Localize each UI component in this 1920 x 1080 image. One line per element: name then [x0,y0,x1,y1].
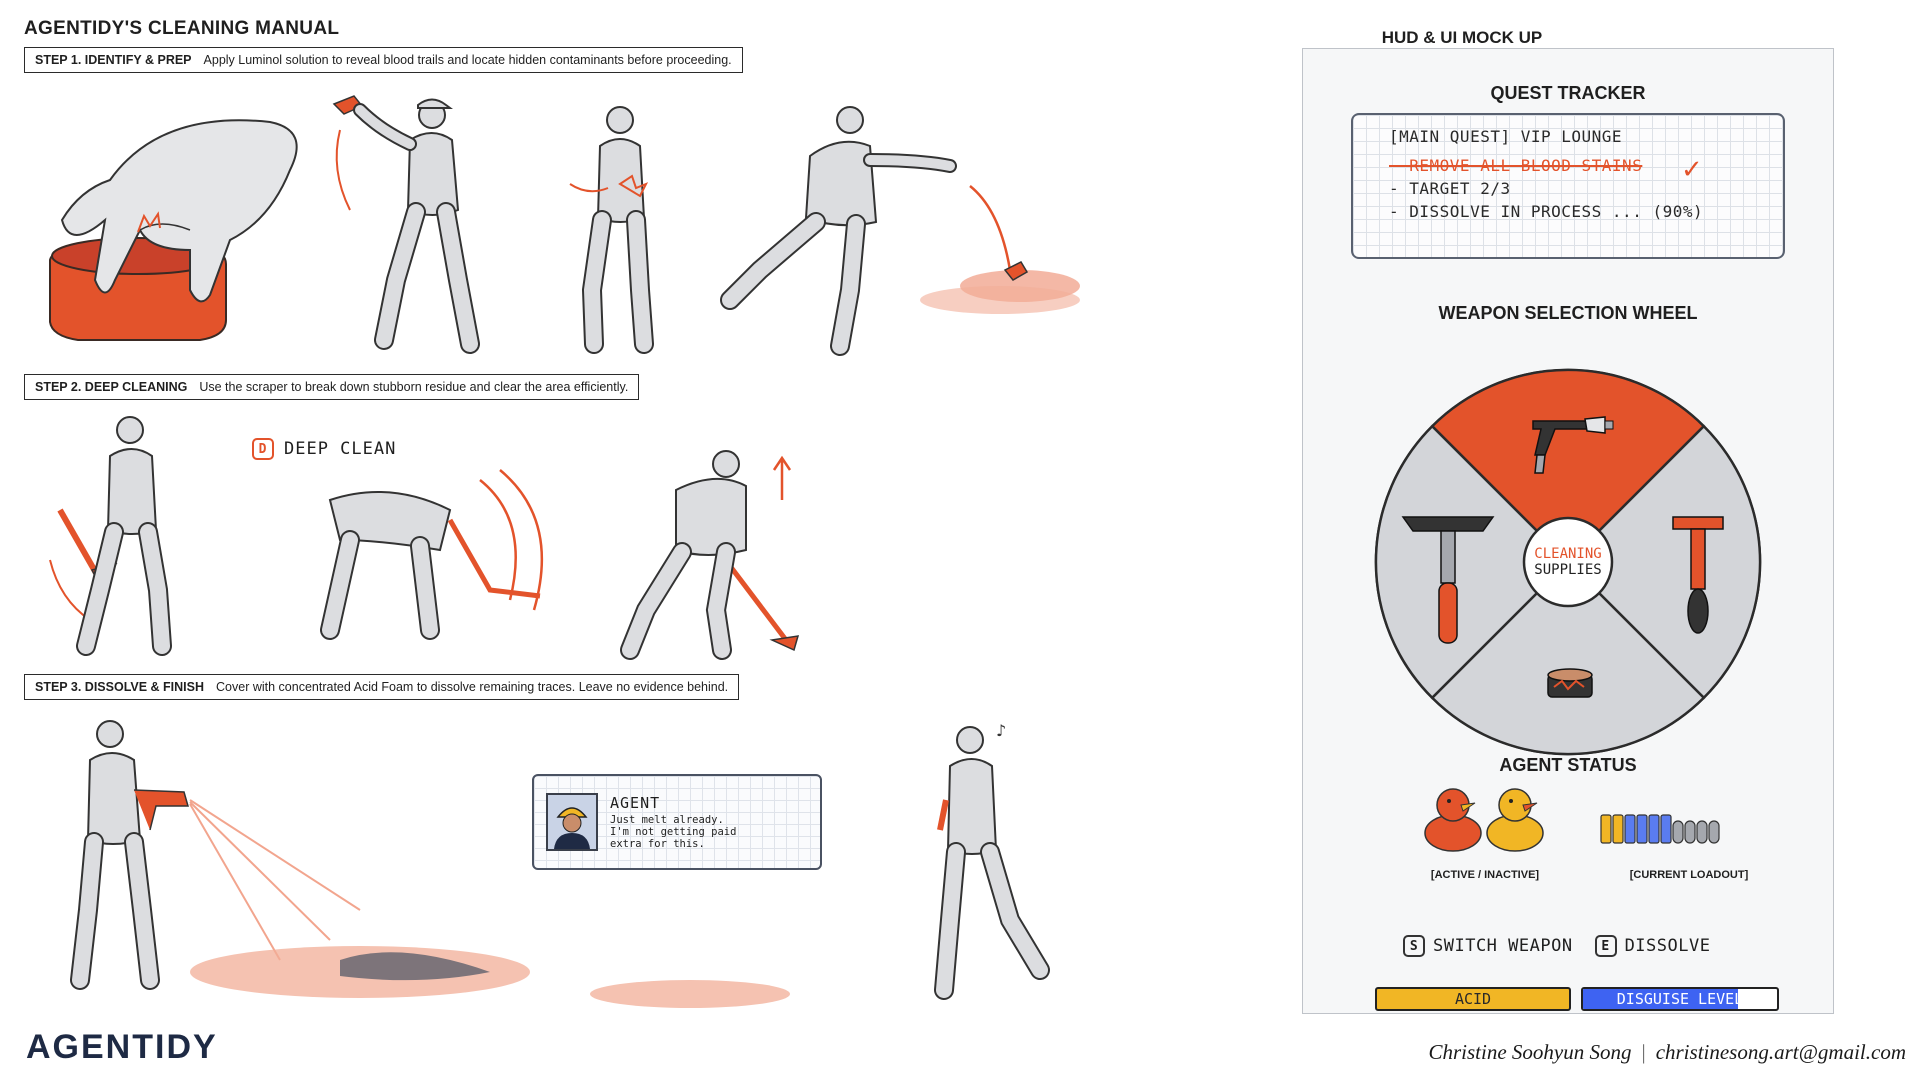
step-1-illustrations [40,100,1140,370]
quest-title: [MAIN QUEST] VIP LOUNGE [1389,127,1623,146]
disguise-level-meter [1581,987,1779,1011]
switch-weapon-key[interactable]: S [1403,935,1425,957]
switch-weapon-label: SWITCH WEAPON [1433,936,1573,956]
agent-lifting-illustration [606,450,806,670]
yellow-loadout-vial-icon [1601,815,1611,843]
yellow-loadout-vial-icon [1613,815,1623,843]
step-2-description: Use the scraper to break down stubborn residue and clear the area efficiently. [199,380,629,394]
step-1-description: Apply Luminol solution to reveal blood trails and locate hidden contaminants before proceeding. [203,53,732,67]
grey-loadout-vial-icon [1709,821,1719,843]
agent-status-heading: AGENT STATUS [1499,755,1637,775]
step-2-banner [24,374,639,400]
quest-item-completed: - REMOVE ALL BLOOD STAINS [1389,156,1643,175]
deep-clean-key[interactable]: D [252,438,274,460]
author-email[interactable]: christinesong.art@gmail.com [1655,1040,1906,1064]
hud-panel [1302,48,1834,1014]
disguise-level-label: DISGUISE LEVEL [1616,990,1744,1008]
agentidy-logo: AGENTIDY [26,1028,218,1066]
deep-clean-callout [252,438,396,460]
artist-credit [1428,1040,1906,1065]
blue-loadout-vial-icon [1637,815,1647,843]
manual-title: AGENTIDY'S CLEANING MANUAL [24,18,340,39]
agent-scraping-illustration [50,417,162,646]
agent-portrait [546,793,598,851]
hand-canister-illustration [50,120,297,340]
dissolve-control[interactable] [1595,935,1711,957]
agent-walking-illustration [940,721,1040,990]
agent-tossing-illustration [334,96,470,344]
loadout-icons [1601,815,1719,843]
weapon-selection-wheel [1373,367,1763,757]
dialog-speaker-name: AGENT [610,794,661,812]
blue-loadout-vial-icon [1661,815,1671,843]
dialog-line: I'm not getting paid [610,826,737,838]
acid-meter [1375,987,1571,1011]
agent-status-row [1423,783,1803,879]
step-3-label: STEP 3. DISSOLVE & FINISH [35,680,205,694]
agent-spraying-illustration [80,721,530,998]
grey-loadout-vial-icon [1685,821,1695,843]
dissolve-key[interactable]: E [1595,935,1617,957]
svg-text:♪: ♪ [996,721,1007,740]
quest-tracker-box [1351,113,1785,259]
acid-meter-label: ACID [1454,990,1492,1008]
blue-loadout-vial-icon [1649,815,1659,843]
inactive-duck-icon [1487,789,1543,851]
author-name: Christine Soohyun Song [1428,1040,1632,1064]
controls-row [1403,935,1710,957]
acid-canister-icon [1548,669,1592,697]
dissolve-label: DISSOLVE [1624,936,1711,956]
blue-loadout-vial-icon [1625,815,1635,843]
foam-residue [590,980,790,1008]
agent-shaking-illustration [570,107,646,344]
step-3-description: Cover with concentrated Acid Foam to dissolve remaining traces. Leave no evidence behind. [216,680,729,694]
grey-loadout-vial-icon [1673,821,1683,843]
quest-item: - DISSOLVE IN PROCESS ... (90%) [1389,202,1704,221]
agent-bending-illustration [330,470,542,630]
wheel-center-line1: CLEANING [1534,546,1602,562]
current-loadout-caption: [CURRENT LOADOUT] [1629,869,1749,881]
hud-title: HUD & UI MOCK UP [1381,28,1543,47]
deep-clean-label: DEEP CLEAN [284,439,397,459]
quest-item: - TARGET 2/3 [1389,179,1511,198]
step-3-banner [24,674,739,700]
quest-tracker-heading: QUEST TRACKER [1490,83,1646,103]
step-2-label: STEP 2. DEEP CLEANING [35,380,188,394]
step-1-banner [24,47,743,73]
agent-throwing-illustration [730,107,1080,346]
weapon-wheel-heading: WEAPON SELECTION WHEEL [1438,303,1698,323]
agent-dialog-box [532,774,822,870]
grey-loadout-vial-icon [1697,821,1707,843]
active-duck-icon [1425,789,1481,851]
checkmark-icon: ✓ [1681,155,1704,185]
credit-separator: | [1641,1040,1646,1064]
wheel-center-line2: SUPPLIES [1534,562,1602,578]
dialog-line: Just melt already. [610,814,724,826]
active-inactive-caption: [ACTIVE / INACTIVE] [1430,869,1540,881]
dialog-line: extra for this. [610,838,705,850]
step-1-label: STEP 1. IDENTIFY & PREP [35,53,192,67]
switch-weapon-control[interactable] [1403,935,1573,957]
